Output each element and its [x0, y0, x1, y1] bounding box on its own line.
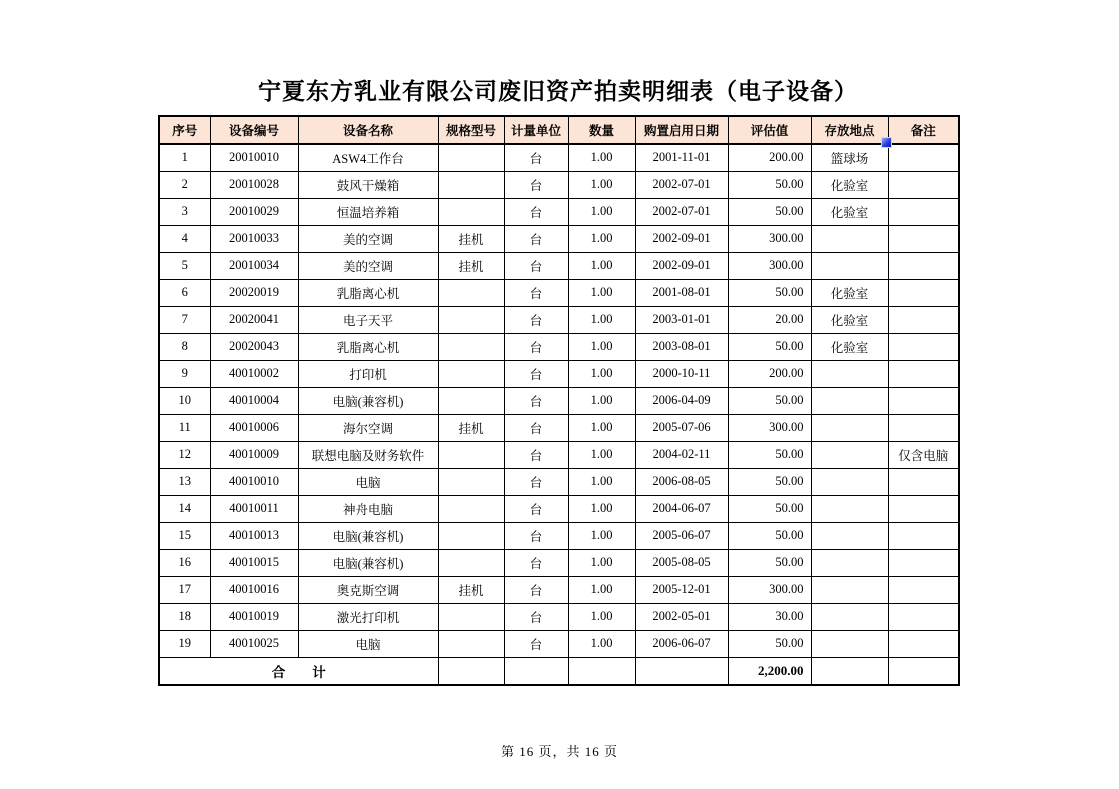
cell-qty: 1.00: [568, 495, 635, 522]
cell-location: [811, 225, 888, 252]
cell-name: ASW4工作台: [298, 144, 438, 171]
cell-date: 2002-07-01: [635, 198, 728, 225]
cell-value: 300.00: [728, 414, 811, 441]
cell-note: [888, 360, 959, 387]
cell-value: 200.00: [728, 360, 811, 387]
cell-unit: 台: [504, 171, 568, 198]
cell-code: 40010011: [210, 495, 298, 522]
cell-name: 激光打印机: [298, 603, 438, 630]
cell-note: [888, 495, 959, 522]
page-title: 宁夏东方乳业有限公司废旧资产拍卖明细表（电子设备）: [258, 78, 858, 104]
cell-value: 50.00: [728, 387, 811, 414]
cell-date: 2002-09-01: [635, 252, 728, 279]
cell-spec: [438, 387, 504, 414]
cell-unit: 台: [504, 279, 568, 306]
cell-name: 乳脂离心机: [298, 333, 438, 360]
cell-name: 电脑(兼容机): [298, 549, 438, 576]
table-row: [159, 387, 959, 414]
cell-date: 2004-06-07: [635, 495, 728, 522]
cell-code: 20010010: [210, 144, 298, 171]
cell-code: 40010009: [210, 441, 298, 468]
cell-date: 2005-06-07: [635, 522, 728, 549]
header-cell-value: 评估值: [728, 116, 811, 144]
cell-location: [811, 630, 888, 657]
cell-value: 50.00: [728, 522, 811, 549]
cell-note: 仅含电脑: [888, 441, 959, 468]
cell-name: 恒温培养箱: [298, 198, 438, 225]
cell-no: 13: [159, 468, 210, 495]
cell-qty: 1.00: [568, 522, 635, 549]
cell-no: 18: [159, 603, 210, 630]
cell-date: 2003-01-01: [635, 306, 728, 333]
cell-date: 2002-07-01: [635, 171, 728, 198]
cell-spec: [438, 306, 504, 333]
cell-spec: [438, 333, 504, 360]
cell-date: 2006-04-09: [635, 387, 728, 414]
cell-note: [888, 252, 959, 279]
cell-qty: 1.00: [568, 414, 635, 441]
page-number-footer: 第 16 页，共 16 页: [500, 744, 618, 759]
cell-value: 50.00: [728, 171, 811, 198]
cell-location: 篮球场: [811, 144, 888, 171]
cell-name: 鼓风干燥箱: [298, 171, 438, 198]
header-cell-note: 备注: [888, 116, 959, 144]
cell-no: 10: [159, 387, 210, 414]
cell-unit: 台: [504, 441, 568, 468]
cell-unit: 台: [504, 252, 568, 279]
cell-date: 2002-05-01: [635, 603, 728, 630]
cell-no: 15: [159, 522, 210, 549]
cell-unit: 台: [504, 225, 568, 252]
cell-note: [888, 387, 959, 414]
cell-code: 20020041: [210, 306, 298, 333]
cell-qty: 1.00: [568, 252, 635, 279]
cell-spec: 挂机: [438, 225, 504, 252]
cell-note: [888, 468, 959, 495]
cell-name: 电脑: [298, 468, 438, 495]
cell-no: 8: [159, 333, 210, 360]
cell-qty: 1.00: [568, 279, 635, 306]
cell-note: [888, 576, 959, 603]
cell-value: 50.00: [728, 198, 811, 225]
cell-value: 300.00: [728, 225, 811, 252]
cell-name: 乳脂离心机: [298, 279, 438, 306]
cell-qty: 1.00: [568, 144, 635, 171]
cell-name: 电脑(兼容机): [298, 387, 438, 414]
cell-qty: 1.00: [568, 387, 635, 414]
cell-location: [811, 549, 888, 576]
cell-location: [811, 252, 888, 279]
cell-name: 电脑(兼容机): [298, 522, 438, 549]
cell-note: [888, 225, 959, 252]
cell-date: 2006-08-05: [635, 468, 728, 495]
cell-code: 40010016: [210, 576, 298, 603]
cell-code: 20010034: [210, 252, 298, 279]
cell-no: 7: [159, 306, 210, 333]
cell-no: 3: [159, 198, 210, 225]
cell-spec: [438, 495, 504, 522]
cell-no: 16: [159, 549, 210, 576]
table-row: [159, 630, 959, 657]
table-row: [159, 495, 959, 522]
cell-selection-fill-handle-icon[interactable]: [881, 137, 892, 148]
cell-location: [811, 603, 888, 630]
cell-spec: 挂机: [438, 252, 504, 279]
cell-note: [888, 171, 959, 198]
cell-location: 化验室: [811, 333, 888, 360]
cell-code: 40010015: [210, 549, 298, 576]
cell-location: [811, 576, 888, 603]
cell-code: 20010033: [210, 225, 298, 252]
cell-unit: 台: [504, 549, 568, 576]
cell-name: 美的空调: [298, 225, 438, 252]
cell-note: [888, 630, 959, 657]
cell-location: 化验室: [811, 279, 888, 306]
cell-code: 40010019: [210, 603, 298, 630]
total-cell-date: [635, 657, 728, 685]
total-cell-unit: [504, 657, 568, 685]
cell-no: 9: [159, 360, 210, 387]
cell-name: 电子天平: [298, 306, 438, 333]
cell-qty: 1.00: [568, 225, 635, 252]
cell-spec: [438, 198, 504, 225]
cell-qty: 1.00: [568, 603, 635, 630]
cell-note: [888, 522, 959, 549]
total-value: 2,200.00: [728, 657, 811, 685]
cell-qty: 1.00: [568, 360, 635, 387]
cell-spec: [438, 279, 504, 306]
cell-note: [888, 144, 959, 171]
table-row: [159, 306, 959, 333]
header-cell-unit: 计量单位: [504, 116, 568, 144]
cell-qty: 1.00: [568, 549, 635, 576]
cell-location: 化验室: [811, 171, 888, 198]
cell-unit: 台: [504, 576, 568, 603]
cell-location: [811, 468, 888, 495]
header-cell-code: 设备编号: [210, 116, 298, 144]
cell-unit: 台: [504, 495, 568, 522]
table-row: [159, 279, 959, 306]
cell-location: 化验室: [811, 198, 888, 225]
cell-note: [888, 333, 959, 360]
cell-unit: 台: [504, 360, 568, 387]
cell-value: 20.00: [728, 306, 811, 333]
table-row: [159, 171, 959, 198]
cell-qty: 1.00: [568, 171, 635, 198]
cell-location: [811, 495, 888, 522]
cell-spec: [438, 630, 504, 657]
cell-unit: 台: [504, 414, 568, 441]
cell-spec: 挂机: [438, 576, 504, 603]
cell-no: 11: [159, 414, 210, 441]
cell-date: 2005-12-01: [635, 576, 728, 603]
cell-qty: 1.00: [568, 630, 635, 657]
cell-code: 40010013: [210, 522, 298, 549]
table-row: [159, 144, 959, 171]
cell-date: 2002-09-01: [635, 225, 728, 252]
cell-qty: 1.00: [568, 306, 635, 333]
cell-note: [888, 549, 959, 576]
cell-location: [811, 522, 888, 549]
cell-value: 300.00: [728, 252, 811, 279]
cell-name: 联想电脑及财务软件: [298, 441, 438, 468]
cell-spec: [438, 468, 504, 495]
cell-unit: 台: [504, 198, 568, 225]
total-cell-note: [888, 657, 959, 685]
cell-unit: 台: [504, 630, 568, 657]
cell-value: 50.00: [728, 495, 811, 522]
cell-no: 12: [159, 441, 210, 468]
cell-code: 40010010: [210, 468, 298, 495]
cell-value: 50.00: [728, 549, 811, 576]
cell-qty: 1.00: [568, 198, 635, 225]
cell-code: 20020019: [210, 279, 298, 306]
cell-qty: 1.00: [568, 468, 635, 495]
cell-spec: [438, 549, 504, 576]
cell-name: 电脑: [298, 630, 438, 657]
cell-date: 2001-08-01: [635, 279, 728, 306]
cell-spec: [438, 441, 504, 468]
table-row: [159, 333, 959, 360]
cell-no: 19: [159, 630, 210, 657]
cell-location: [811, 387, 888, 414]
table-body: [159, 144, 959, 657]
asset-detail-table: [158, 115, 960, 686]
cell-code: 40010006: [210, 414, 298, 441]
total-cell-qty: [568, 657, 635, 685]
table-row: [159, 252, 959, 279]
cell-qty: 1.00: [568, 441, 635, 468]
cell-spec: 挂机: [438, 414, 504, 441]
cell-no: 5: [159, 252, 210, 279]
cell-location: [811, 414, 888, 441]
table-row: [159, 522, 959, 549]
header-cell-location: 存放地点: [811, 116, 888, 144]
cell-location: [811, 441, 888, 468]
header-cell-spec: 规格型号: [438, 116, 504, 144]
cell-name: 打印机: [298, 360, 438, 387]
cell-no: 17: [159, 576, 210, 603]
total-cell-location: [811, 657, 888, 685]
cell-value: 50.00: [728, 468, 811, 495]
table-row: [159, 414, 959, 441]
cell-note: [888, 198, 959, 225]
cell-no: 2: [159, 171, 210, 198]
cell-note: [888, 414, 959, 441]
cell-unit: 台: [504, 603, 568, 630]
cell-spec: [438, 603, 504, 630]
cell-value: 50.00: [728, 279, 811, 306]
cell-date: 2005-07-06: [635, 414, 728, 441]
table-row: [159, 198, 959, 225]
cell-unit: 台: [504, 522, 568, 549]
cell-date: 2000-10-11: [635, 360, 728, 387]
cell-code: 20020043: [210, 333, 298, 360]
total-label: 合 计: [159, 657, 438, 685]
cell-code: 20010028: [210, 171, 298, 198]
cell-spec: [438, 522, 504, 549]
cell-unit: 台: [504, 333, 568, 360]
cell-note: [888, 306, 959, 333]
cell-value: 50.00: [728, 333, 811, 360]
cell-code: 40010025: [210, 630, 298, 657]
cell-unit: 台: [504, 468, 568, 495]
cell-note: [888, 279, 959, 306]
cell-code: 40010002: [210, 360, 298, 387]
cell-name: 海尔空调: [298, 414, 438, 441]
table-row: [159, 441, 959, 468]
table-row: [159, 468, 959, 495]
cell-date: 2005-08-05: [635, 549, 728, 576]
table-row: [159, 603, 959, 630]
cell-qty: 1.00: [568, 576, 635, 603]
header-cell-date: 购置启用日期: [635, 116, 728, 144]
table-row: [159, 576, 959, 603]
cell-value: 30.00: [728, 603, 811, 630]
cell-code: 20010029: [210, 198, 298, 225]
cell-spec: [438, 360, 504, 387]
header-cell-qty: 数量: [568, 116, 635, 144]
cell-unit: 台: [504, 144, 568, 171]
cell-name: 美的空调: [298, 252, 438, 279]
table-header-row: [159, 116, 959, 144]
cell-name: 神舟电脑: [298, 495, 438, 522]
cell-value: 200.00: [728, 144, 811, 171]
header-cell-no: 序号: [159, 116, 210, 144]
cell-date: 2003-08-01: [635, 333, 728, 360]
cell-note: [888, 603, 959, 630]
table-row: [159, 360, 959, 387]
table-row: [159, 225, 959, 252]
cell-no: 1: [159, 144, 210, 171]
cell-value: 50.00: [728, 630, 811, 657]
table-row: [159, 549, 959, 576]
cell-qty: 1.00: [568, 333, 635, 360]
cell-location: 化验室: [811, 306, 888, 333]
total-cell-spec: [438, 657, 504, 685]
total-row: [159, 657, 959, 685]
header-cell-name: 设备名称: [298, 116, 438, 144]
cell-code: 40010004: [210, 387, 298, 414]
cell-spec: [438, 144, 504, 171]
cell-unit: 台: [504, 387, 568, 414]
cell-location: [811, 360, 888, 387]
cell-spec: [438, 171, 504, 198]
cell-date: 2006-06-07: [635, 630, 728, 657]
cell-unit: 台: [504, 306, 568, 333]
cell-no: 4: [159, 225, 210, 252]
cell-date: 2001-11-01: [635, 144, 728, 171]
cell-value: 300.00: [728, 576, 811, 603]
cell-no: 6: [159, 279, 210, 306]
cell-value: 50.00: [728, 441, 811, 468]
cell-date: 2004-02-11: [635, 441, 728, 468]
cell-name: 奥克斯空调: [298, 576, 438, 603]
cell-no: 14: [159, 495, 210, 522]
